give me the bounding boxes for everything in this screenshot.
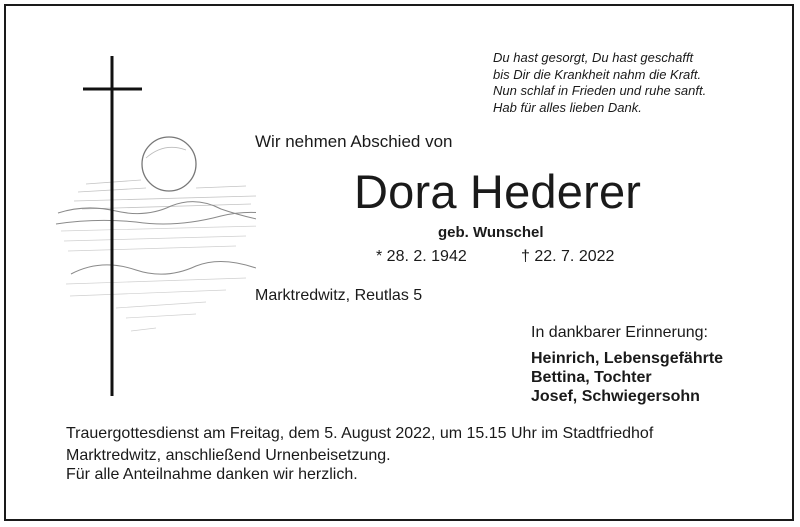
- mourners-heading: In dankbarer Erinnerung:: [531, 324, 708, 341]
- sky-hatching: [74, 180, 256, 209]
- ground-hatching: [61, 226, 256, 331]
- poem: [493, 50, 706, 116]
- service-line: Marktredwitz, anschließend Urnenbeisetzung.: [66, 447, 391, 464]
- cross-icon: [83, 56, 142, 396]
- poem-line: Hab für alles lieben Dank.: [493, 99, 642, 115]
- farewell-text: Wir nehmen Abschied von: [255, 132, 453, 151]
- service-info: [66, 423, 653, 467]
- residence: Marktredwitz, Reutlas 5: [255, 287, 423, 304]
- cross-and-moon-landscape-icon: [46, 46, 256, 406]
- service-line: Trauergottesdienst am Freitag, dem 5. August 2022, um 15.15 Uhr im Stadtfriedhof: [66, 425, 654, 442]
- poem-line: Du hast gesorgt, Du hast geschafft: [493, 50, 694, 65]
- mourner-name: Bettina, Tochter: [531, 369, 652, 386]
- poem-line: Nun schlaf in Frieden und ruhe sanft.: [493, 83, 707, 98]
- deceased-name: Dora Hederer: [354, 165, 642, 218]
- mourners-list: [531, 349, 723, 406]
- mourner-name: Josef, Schwiegersohn: [531, 388, 700, 405]
- moon-icon: [142, 137, 196, 191]
- death-date: † 22. 7. 2022: [521, 248, 615, 265]
- closing-thanks: Für alle Anteilnahme danken wir herzlich.: [66, 466, 358, 483]
- mourner-name: Heinrich, Lebensgefährte: [531, 350, 724, 367]
- poem-line: bis Dir die Krankheit nahm die Kraft.: [493, 66, 702, 82]
- maiden-name: geb. Wunschel: [438, 224, 544, 241]
- hills: [56, 202, 256, 275]
- obituary-frame: [4, 4, 794, 521]
- birth-date: * 28. 2. 1942: [376, 248, 467, 265]
